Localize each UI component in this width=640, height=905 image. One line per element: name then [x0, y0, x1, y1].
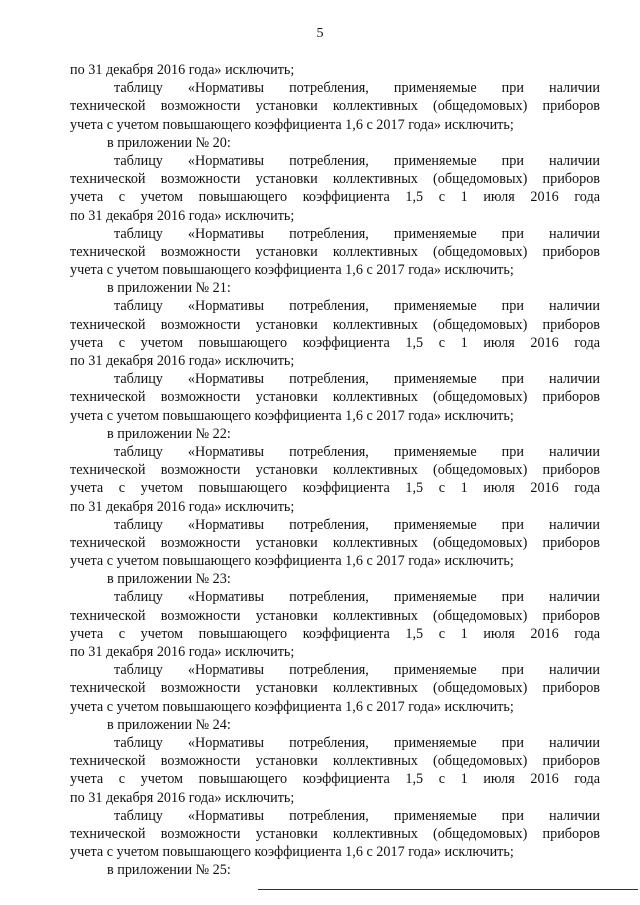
text-line: учета с учетом повышающего коэффициента 1,6 с 2017 года» исключить; — [70, 698, 514, 715]
text-line: в приложении № 21: — [107, 280, 231, 297]
text-line: технической возможности установки коллективных (общедомовых) приборов — [70, 607, 600, 624]
text-line: в приложении № 23: — [107, 571, 231, 588]
text-line: по 31 декабря 2016 года» исключить; — [70, 789, 295, 806]
text-line: учета с учетом повышающего коэффициента 1,5 с 1 июля 2016 года — [70, 771, 600, 788]
text-line: технической возможности установки коллективных (общедомовых) приборов — [70, 389, 600, 406]
text-line: таблицу «Нормативы потребления, применяемые при наличии — [114, 371, 600, 388]
text-line: в приложении № 24: — [107, 716, 231, 733]
text-line: технической возможности установки коллективных (общедомовых) приборов — [70, 171, 600, 188]
text-line: технической возможности установки коллективных (общедомовых) приборов — [70, 98, 600, 115]
text-line: таблицу «Нормативы потребления, применяемые при наличии — [114, 516, 600, 533]
text-line: технической возможности установки коллективных (общедомовых) приборов — [70, 680, 600, 697]
text-line: таблицу «Нормативы потребления, применяемые при наличии — [114, 734, 600, 751]
text-line: учета с учетом повышающего коэффициента 1,6 с 2017 года» исключить; — [70, 262, 514, 279]
text-line: таблицу «Нормативы потребления, применяемые при наличии — [114, 298, 600, 315]
text-line: учета с учетом повышающего коэффициента 1,6 с 2017 года» исключить; — [70, 844, 514, 861]
text-line: технической возможности установки коллективных (общедомовых) приборов — [70, 534, 600, 551]
text-line: учета с учетом повышающего коэффициента 1,6 с 2017 года» исключить; — [70, 553, 514, 570]
text-line: технической возможности установки коллективных (общедомовых) приборов — [70, 825, 600, 842]
text-line: по 31 декабря 2016 года» исключить; — [70, 353, 295, 369]
text-line: таблицу «Нормативы потребления, применяемые при наличии — [114, 80, 600, 97]
text-line: таблицу «Нормативы потребления, применяемые при наличии — [114, 589, 600, 606]
text-line: таблицу «Нормативы потребления, применяемые при наличии — [114, 662, 600, 679]
text-line: по 31 декабря 2016 года» исключить; — [70, 62, 295, 78]
text-line: учета с учетом повышающего коэффициента 1,6 с 2017 года» исключить; — [70, 116, 514, 133]
text-line: технической возможности установки коллективных (общедомовых) приборов — [70, 753, 600, 770]
page-number: 5 — [316, 26, 324, 41]
text-line: в приложении № 20: — [107, 134, 231, 151]
text-line: по 31 декабря 2016 года» исключить; — [70, 498, 295, 515]
text-line: таблицу «Нормативы потребления, применяемые при наличии — [114, 807, 600, 824]
text-line: таблицу «Нормативы потребления, применяемые при наличии — [114, 152, 600, 169]
text-line: учета с учетом повышающего коэффициента 1,5 с 1 июля 2016 года — [70, 334, 600, 351]
text-line: таблицу «Нормативы потребления, применяемые при наличии — [114, 443, 600, 460]
text-line: учета с учетом повышающего коэффициента 1,5 с 1 июля 2016 года — [70, 189, 600, 206]
text-line: в приложении № 22: — [107, 425, 231, 442]
text-line: технической возможности установки коллективных (общедомовых) приборов — [70, 243, 600, 260]
text-line: учета с учетом повышающего коэффициента 1,5 с 1 июля 2016 года — [70, 625, 600, 642]
text-line: учета с учетом повышающего коэффициента 1,5 с 1 июля 2016 года — [70, 480, 600, 497]
text-line: таблицу «Нормативы потребления, применяемые при наличии — [114, 225, 600, 242]
text-line: технической возможности установки коллективных (общедомовых) приборов — [70, 462, 600, 479]
text-line: учета с учетом повышающего коэффициента 1,6 с 2017 года» исключить; — [70, 407, 514, 424]
text-line: технической возможности установки коллективных (общедомовых) приборов — [70, 316, 600, 333]
document-body — [70, 61, 600, 879]
text-line: в приложении № 25: — [107, 862, 231, 879]
footer-rule — [258, 889, 638, 890]
text-line: по 31 декабря 2016 года» исключить; — [70, 207, 295, 224]
text-line: по 31 декабря 2016 года» исключить; — [70, 644, 295, 660]
